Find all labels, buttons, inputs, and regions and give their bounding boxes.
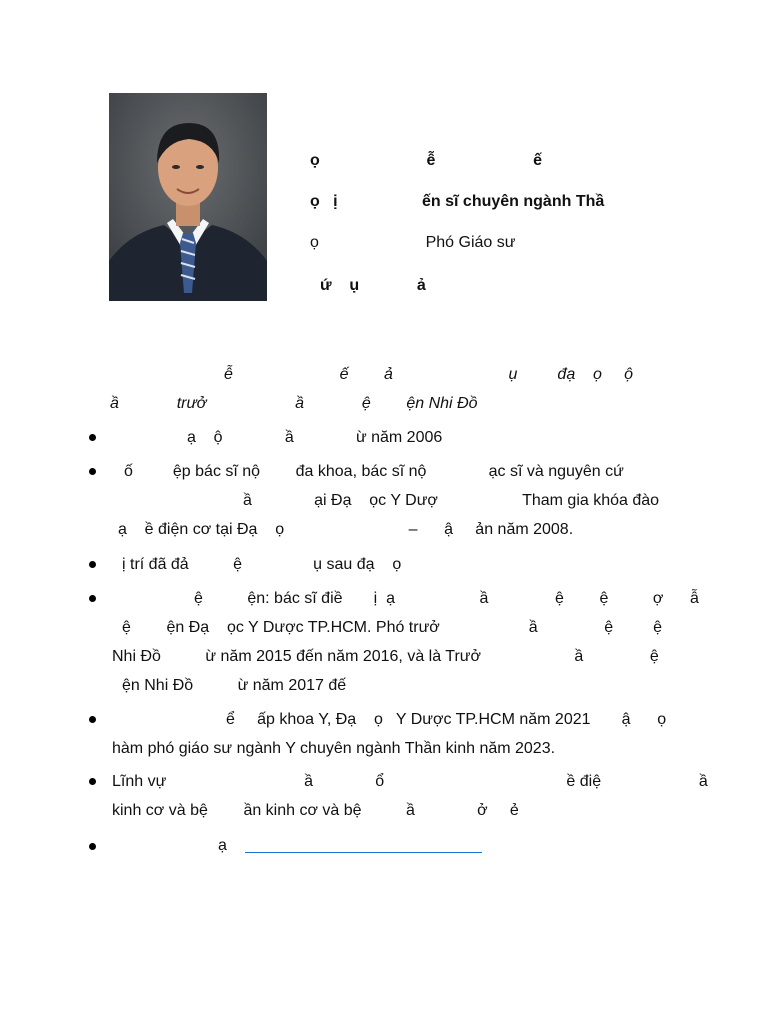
bullet-dot	[89, 716, 96, 723]
bullet-5-line-1: ể ấp khoa Y, Đạ ọ Y Dược TP.HCM năm 2021 ậ ọ	[226, 711, 667, 728]
bullet-4-line-2: ệ ện Đạ ọc Y Dược TP.HCM. Phó trưở ầ ệ ệ	[122, 619, 663, 636]
bullet-dot	[89, 468, 96, 475]
bullet-7-line-1: ạ	[218, 837, 227, 854]
bullet-4-line-4: ện Nhi Đồ ừ năm 2017 đế	[122, 677, 347, 694]
bullet-3-line-1: ị trí đã đả ệ ụ sau đạ ọ	[122, 556, 402, 573]
intro-line-1: ễ ế ả ụ đạ ọ ộ	[224, 366, 634, 383]
bullet-dot	[89, 595, 96, 602]
bullet-4-line-1: ệ ện: bác sĩ điề ị ạ ầ ệ ệ ợ ẫ	[194, 590, 699, 607]
bullet-dot	[89, 561, 96, 568]
profile-degree	[310, 192, 604, 212]
intro-line-2: ầ trưở ầ ệ ện Nhi Đồ	[110, 395, 478, 412]
bullet-4-line-3: Nhi Đồ ừ năm 2015 đến năm 2016, và là Trưở ầ ệ	[112, 648, 659, 665]
bullet-dot	[89, 843, 96, 850]
bullet-2-line-2: ầ ại Đạ ọc Y Dượ Tham gia khóa đào	[243, 492, 660, 509]
reference-link[interactable]	[245, 852, 482, 853]
bullet-6-line-2: kinh cơ và bệ ần kinh cơ và bệ ầ ở ẻ	[112, 802, 519, 819]
person-portrait-icon	[109, 93, 267, 301]
profile-title	[310, 233, 515, 253]
bullet-6-line-1: Lĩnh vự ầ ổ ề điệ ầ	[112, 773, 708, 790]
bullet-1-line-1: ạ ộ ầ ừ năm 2006	[187, 429, 443, 446]
bullet-5-line-2: hàm phó giáo sư ngành Y chuyên ngành Thần kinh năm 2023.	[112, 740, 556, 757]
profile-title-text: ọ Phó Giáo sư	[310, 234, 516, 251]
bullet-dot	[89, 434, 96, 441]
bullet-2-line-3: ạ ề điện cơ tại Đạ ọ – ậ ản năm 2008.	[118, 521, 574, 538]
profile-work: ứ ụ ả	[320, 277, 426, 294]
bullet-dot	[89, 778, 96, 785]
profile-degree-text: ọ ị ến sĩ chuyên ngành Thầ	[310, 193, 605, 210]
bullet-2-line-1: ố ệp bác sĩ nộ đa khoa, bác sĩ nộ ạc sĩ và nguyên cứ	[124, 463, 624, 480]
profile-name: ọ ễ ế	[310, 152, 543, 169]
portrait-photo	[109, 93, 267, 301]
